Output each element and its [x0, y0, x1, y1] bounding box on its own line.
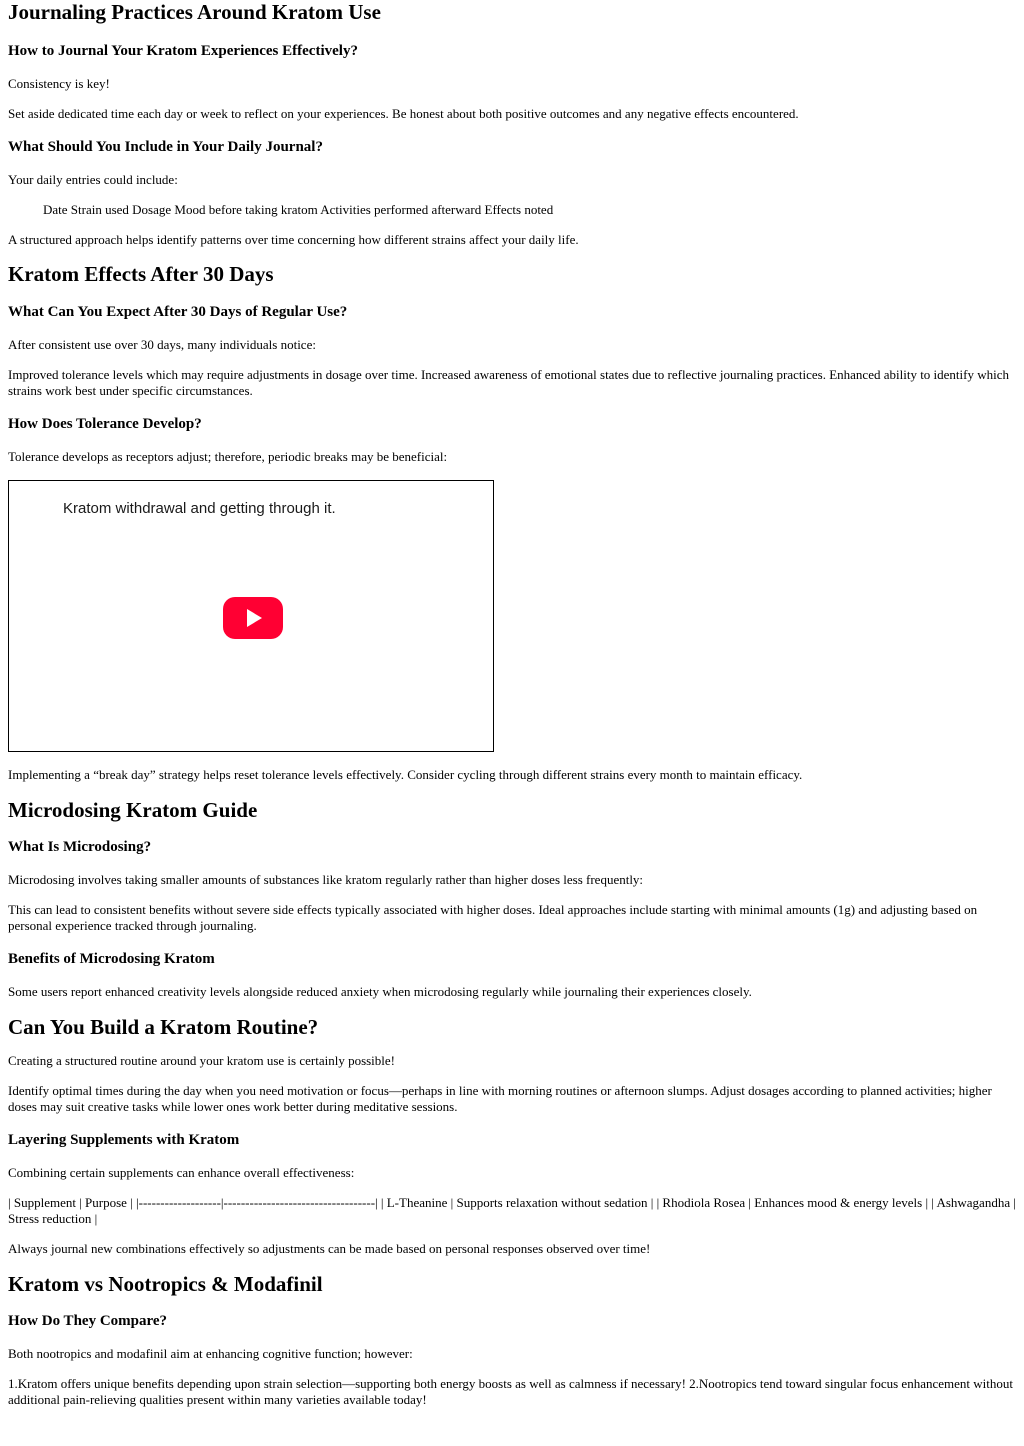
paragraph: Consistency is key!: [8, 76, 110, 91]
subheading-daily-journal: What Should You Include in Your Daily Journal?: [8, 139, 323, 155]
paragraph: After consistent use over 30 days, many individuals notice:: [8, 337, 316, 352]
paragraph: A structured approach helps identify patterns over time concerning how different strains affect your daily life.: [8, 232, 579, 247]
subheading-how-to-journal: How to Journal Your Kratom Experiences Effectively?: [8, 43, 358, 59]
paragraph: Improved tolerance levels which may require adjustments in dosage over time. Increased awareness of emotional states due to reflective journaling practices. Enhanced ability to identify which strains work best under specific circumstances.: [8, 367, 1010, 398]
subheading-what-is-microdosing: What Is Microdosing?: [8, 839, 152, 855]
paragraph: Combining certain supplements can enhance overall effectiveness:: [8, 1165, 355, 1180]
paragraph: Some users report enhanced creativity levels alongside reduced anxiety when microdosing regularly while journaling their experiences closely.: [8, 984, 752, 999]
subheading-expect-30-days: What Can You Expect After 30 Days of Regular Use?: [8, 304, 348, 320]
heading-journaling: Journaling Practices Around Kratom Use: [8, 0, 381, 24]
play-button[interactable]: [223, 597, 283, 639]
video-embed[interactable]: [8, 480, 494, 752]
paragraph: Both nootropics and modafinil aim at enhancing cognitive function; however:: [8, 1346, 413, 1361]
paragraph: This can lead to consistent benefits without severe side effects typically associated with higher doses. Ideal approaches include starting with minimal amounts (1g) and adjusting based on personal experience tracked through journaling.: [8, 902, 978, 933]
paragraph: Always journal new combinations effectively so adjustments can be made based on personal responses observed over time!: [8, 1241, 651, 1256]
subheading-compare: How Do They Compare?: [8, 1313, 168, 1329]
subheading-layering-supplements: Layering Supplements with Kratom: [8, 1132, 240, 1148]
paragraph: Implementing a “break day” strategy helps reset tolerance levels effectively. Consider cycling through different strains every month to maintain efficacy.: [8, 767, 803, 782]
paragraph: Set aside dedicated time each day or week to reflect on your experiences. Be honest about both positive outcomes and any negative effects encountered.: [8, 106, 799, 121]
paragraph: Identify optimal times during the day when you need motivation or focus—perhaps in line with morning routines or afternoon slumps. Adjust dosages according to planned activities; higher doses may suit creative tasks while lower ones work better during meditative sessions.: [8, 1083, 992, 1114]
paragraph: Microdosing involves taking smaller amounts of substances like kratom regularly rather than higher doses less frequently:: [8, 872, 644, 887]
heading-nootropics: Kratom vs Nootropics & Modafinil: [8, 1272, 323, 1296]
video-title[interactable]: Kratom withdrawal and getting through it.: [63, 500, 336, 517]
subheading-benefits-microdosing: Benefits of Microdosing Kratom: [8, 951, 215, 967]
journal-entry-list: [8, 202, 1016, 218]
play-icon: [247, 609, 262, 627]
subheading-tolerance: How Does Tolerance Develop?: [8, 416, 202, 432]
heading-routine: Can You Build a Kratom Routine?: [8, 1015, 319, 1039]
paragraph: 1.Kratom offers unique benefits depending upon strain selection—supporting both energy boosts as well as calmness if necessary! 2.Nootropics tend toward singular focus enhancement without additional pain-relieving qualities present within many varieties available today!: [8, 1376, 1013, 1407]
heading-microdosing: Microdosing Kratom Guide: [8, 798, 258, 822]
paragraph: Your daily entries could include:: [8, 172, 178, 187]
paragraph: Tolerance develops as receptors adjust; therefore, periodic breaks may be beneficial:: [8, 449, 448, 464]
paragraph: Creating a structured routine around your kratom use is certainly possible!: [8, 1053, 396, 1068]
supplement-table-text: | Supplement | Purpose | |-------------------|-----------------------------------| | L-Theanine | Supports relaxation without sedation | | Rhodiola Rosea | Enhances mood & energy levels | | Ashwagandha | Stress reduction |: [8, 1195, 1016, 1226]
list-item: Date Strain used Dosage Mood before taking kratom Activities performed afterward Effects noted: [43, 202, 554, 217]
heading-effects-30-days: Kratom Effects After 30 Days: [8, 262, 274, 286]
